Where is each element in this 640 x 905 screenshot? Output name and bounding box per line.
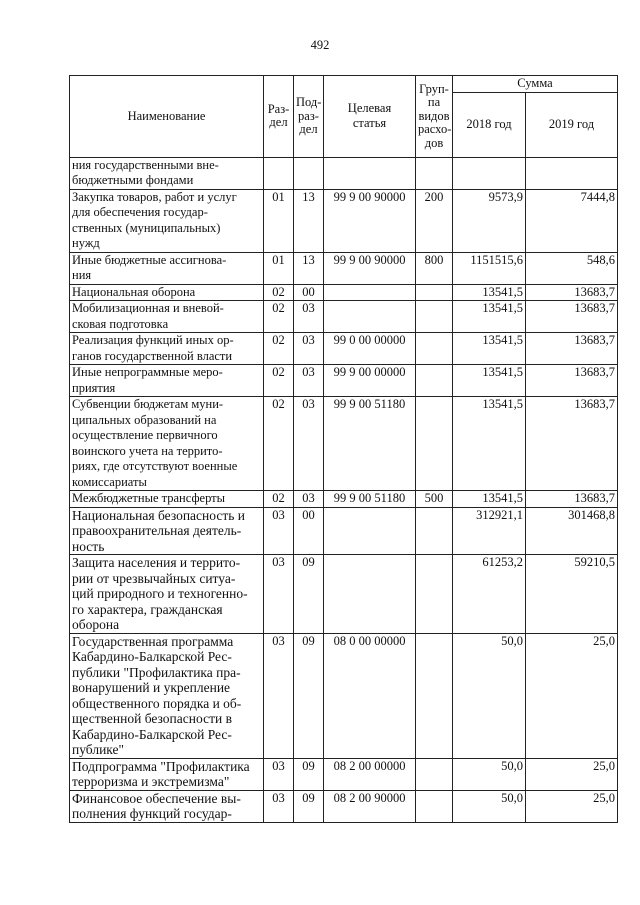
table-row bbox=[70, 790, 618, 822]
cell-subsection bbox=[294, 157, 324, 189]
cell-section: 03 bbox=[264, 555, 294, 634]
cell-subsection: 03 bbox=[294, 491, 324, 508]
cell-expense-type-group bbox=[416, 555, 453, 634]
cell-name: ния государственными вне- бюджетными фондами bbox=[70, 157, 264, 189]
cell-section: 02 bbox=[264, 365, 294, 397]
cell-target-article: 08 2 00 00000 bbox=[324, 758, 416, 790]
header-year-2019-text: 2019 год bbox=[548, 116, 595, 131]
header-subsection bbox=[294, 76, 324, 158]
cell-section: 01 bbox=[264, 252, 294, 284]
cell-section: 03 bbox=[264, 633, 294, 758]
cell-sum-2019: 13683,7 bbox=[526, 333, 618, 365]
cell-name: Иные бюджетные ассигнова- ния bbox=[70, 252, 264, 284]
cell-target-article: 99 9 00 00000 bbox=[324, 365, 416, 397]
cell-target-article bbox=[324, 284, 416, 301]
cell-target-article: 08 2 00 90000 bbox=[324, 790, 416, 822]
table-row bbox=[70, 397, 618, 491]
cell-sum-2019: 25,0 bbox=[526, 790, 618, 822]
cell-sum-2019: 59210,5 bbox=[526, 555, 618, 634]
table-row bbox=[70, 333, 618, 365]
header-section-text: Раз- дел bbox=[267, 101, 290, 130]
header-section bbox=[264, 76, 294, 158]
cell-subsection: 03 bbox=[294, 333, 324, 365]
cell-sum-2019: 13683,7 bbox=[526, 491, 618, 508]
table-row bbox=[70, 189, 618, 252]
cell-subsection: 13 bbox=[294, 189, 324, 252]
cell-target-article: 99 9 00 51180 bbox=[324, 491, 416, 508]
cell-target-article: 99 9 00 90000 bbox=[324, 189, 416, 252]
table-row bbox=[70, 555, 618, 634]
table-row bbox=[70, 758, 618, 790]
cell-sum-2019: 25,0 bbox=[526, 633, 618, 758]
cell-subsection: 09 bbox=[294, 633, 324, 758]
cell-name: Мобилизационная и вневой- сковая подготовка bbox=[70, 301, 264, 333]
header-sum bbox=[453, 76, 618, 93]
cell-sum-2018: 13541,5 bbox=[453, 284, 526, 301]
cell-expense-type-group bbox=[416, 397, 453, 491]
cell-subsection: 09 bbox=[294, 555, 324, 634]
cell-sum-2018: 9573,9 bbox=[453, 189, 526, 252]
table-row bbox=[70, 507, 618, 555]
page-number: 492 bbox=[310, 38, 330, 52]
cell-sum-2018: 312921,1 bbox=[453, 507, 526, 555]
cell-sum-2018: 13541,5 bbox=[453, 301, 526, 333]
cell-expense-type-group bbox=[416, 758, 453, 790]
cell-expense-type-group: 500 bbox=[416, 491, 453, 508]
cell-sum-2019: 301468,8 bbox=[526, 507, 618, 555]
cell-name: Межбюджетные трансферты bbox=[70, 491, 264, 508]
cell-name: Финансовое обеспечение вы- полнения функций государ- bbox=[70, 790, 264, 822]
cell-name: Подпрограмма "Профилактика терроризма и экстремизма" bbox=[70, 758, 264, 790]
cell-subsection: 13 bbox=[294, 252, 324, 284]
cell-target-article: 99 0 00 00000 bbox=[324, 333, 416, 365]
cell-sum-2018: 50,0 bbox=[453, 790, 526, 822]
cell-sum-2019: 13683,7 bbox=[526, 397, 618, 491]
cell-sum-2019: 13683,7 bbox=[526, 284, 618, 301]
table-body bbox=[70, 157, 618, 822]
cell-target-article bbox=[324, 301, 416, 333]
cell-subsection: 09 bbox=[294, 758, 324, 790]
cell-target-article: 08 0 00 00000 bbox=[324, 633, 416, 758]
cell-subsection: 03 bbox=[294, 301, 324, 333]
cell-section: 02 bbox=[264, 284, 294, 301]
cell-sum-2018: 13541,5 bbox=[453, 491, 526, 508]
cell-expense-type-group bbox=[416, 790, 453, 822]
cell-sum-2018 bbox=[453, 157, 526, 189]
cell-sum-2018: 61253,2 bbox=[453, 555, 526, 634]
cell-subsection: 00 bbox=[294, 284, 324, 301]
cell-name: Закупка товаров, работ и услуг для обеспечения государ- ственных (муниципальных) нужд bbox=[70, 189, 264, 252]
cell-section: 02 bbox=[264, 491, 294, 508]
budget-table bbox=[69, 75, 618, 823]
cell-sum-2018: 50,0 bbox=[453, 633, 526, 758]
table-row bbox=[70, 491, 618, 508]
cell-sum-2018: 50,0 bbox=[453, 758, 526, 790]
header-target-article-text: Целевая статья bbox=[347, 100, 392, 131]
cell-target-article bbox=[324, 157, 416, 189]
header-name-text: Наименование bbox=[127, 108, 206, 123]
header-subsection-text: Под- раз- дел bbox=[296, 95, 322, 136]
cell-name: Государственная программа Кабардино-Балкарской Рес- публики "Профилактика пра- вонарушений и укрепление общественного порядка и об- щественной безопасности в Кабардино-Балкарской Рес- публике" bbox=[70, 633, 264, 758]
cell-sum-2019: 13683,7 bbox=[526, 301, 618, 333]
cell-subsection: 00 bbox=[294, 507, 324, 555]
cell-expense-type-group bbox=[416, 157, 453, 189]
cell-section: 02 bbox=[264, 397, 294, 491]
cell-section: 02 bbox=[264, 301, 294, 333]
cell-target-article: 99 9 00 90000 bbox=[324, 252, 416, 284]
cell-expense-type-group bbox=[416, 507, 453, 555]
header-sum-text: Сумма bbox=[517, 76, 553, 90]
cell-name: Реализация функций иных ор- ганов государственной власти bbox=[70, 333, 264, 365]
cell-expense-type-group bbox=[416, 284, 453, 301]
header-expense-type-group-text: Груп- па видов расхо- дов bbox=[418, 81, 452, 150]
table-row bbox=[70, 284, 618, 301]
cell-section: 03 bbox=[264, 758, 294, 790]
cell-expense-type-group bbox=[416, 633, 453, 758]
cell-sum-2018: 13541,5 bbox=[453, 397, 526, 491]
cell-section: 01 bbox=[264, 189, 294, 252]
cell-subsection: 09 bbox=[294, 790, 324, 822]
cell-expense-type-group: 200 bbox=[416, 189, 453, 252]
header-year-2019 bbox=[526, 92, 618, 157]
cell-expense-type-group: 800 bbox=[416, 252, 453, 284]
cell-section: 03 bbox=[264, 790, 294, 822]
cell-sum-2019 bbox=[526, 157, 618, 189]
header-year-2018 bbox=[453, 92, 526, 157]
cell-sum-2019: 13683,7 bbox=[526, 365, 618, 397]
table-row bbox=[70, 157, 618, 189]
cell-sum-2018: 13541,5 bbox=[453, 333, 526, 365]
cell-sum-2018: 13541,5 bbox=[453, 365, 526, 397]
table-row bbox=[70, 252, 618, 284]
cell-name: Национальная безопасность и правоохранительная деятель- ность bbox=[70, 507, 264, 555]
cell-target-article: 99 9 00 51180 bbox=[324, 397, 416, 491]
cell-subsection: 03 bbox=[294, 365, 324, 397]
table-row bbox=[70, 633, 618, 758]
cell-target-article bbox=[324, 555, 416, 634]
cell-name: Субвенции бюджетам муни- ципальных образований на осуществление первичного воинского учета на террито- риях, где отсутствуют военные комиссариаты bbox=[70, 397, 264, 491]
cell-sum-2019: 25,0 bbox=[526, 758, 618, 790]
header-name bbox=[70, 76, 264, 158]
cell-name: Защита населения и террито- рии от чрезвычайных ситуа- ций природного и техногенно- го характера, гражданская оборона bbox=[70, 555, 264, 634]
header-expense-type-group bbox=[416, 76, 453, 158]
cell-target-article bbox=[324, 507, 416, 555]
table-row bbox=[70, 301, 618, 333]
table-row bbox=[70, 365, 618, 397]
cell-name: Национальная оборона bbox=[70, 284, 264, 301]
cell-section: 02 bbox=[264, 333, 294, 365]
cell-expense-type-group bbox=[416, 333, 453, 365]
cell-expense-type-group bbox=[416, 301, 453, 333]
cell-sum-2018: 1151515,6 bbox=[453, 252, 526, 284]
cell-sum-2019: 548,6 bbox=[526, 252, 618, 284]
cell-expense-type-group bbox=[416, 365, 453, 397]
cell-section: 03 bbox=[264, 507, 294, 555]
cell-section bbox=[264, 157, 294, 189]
header-target-article bbox=[324, 76, 416, 158]
cell-name: Иные непрограммные меро- приятия bbox=[70, 365, 264, 397]
cell-subsection: 03 bbox=[294, 397, 324, 491]
cell-sum-2019: 7444,8 bbox=[526, 189, 618, 252]
header-year-2018-text: 2018 год bbox=[466, 116, 512, 131]
